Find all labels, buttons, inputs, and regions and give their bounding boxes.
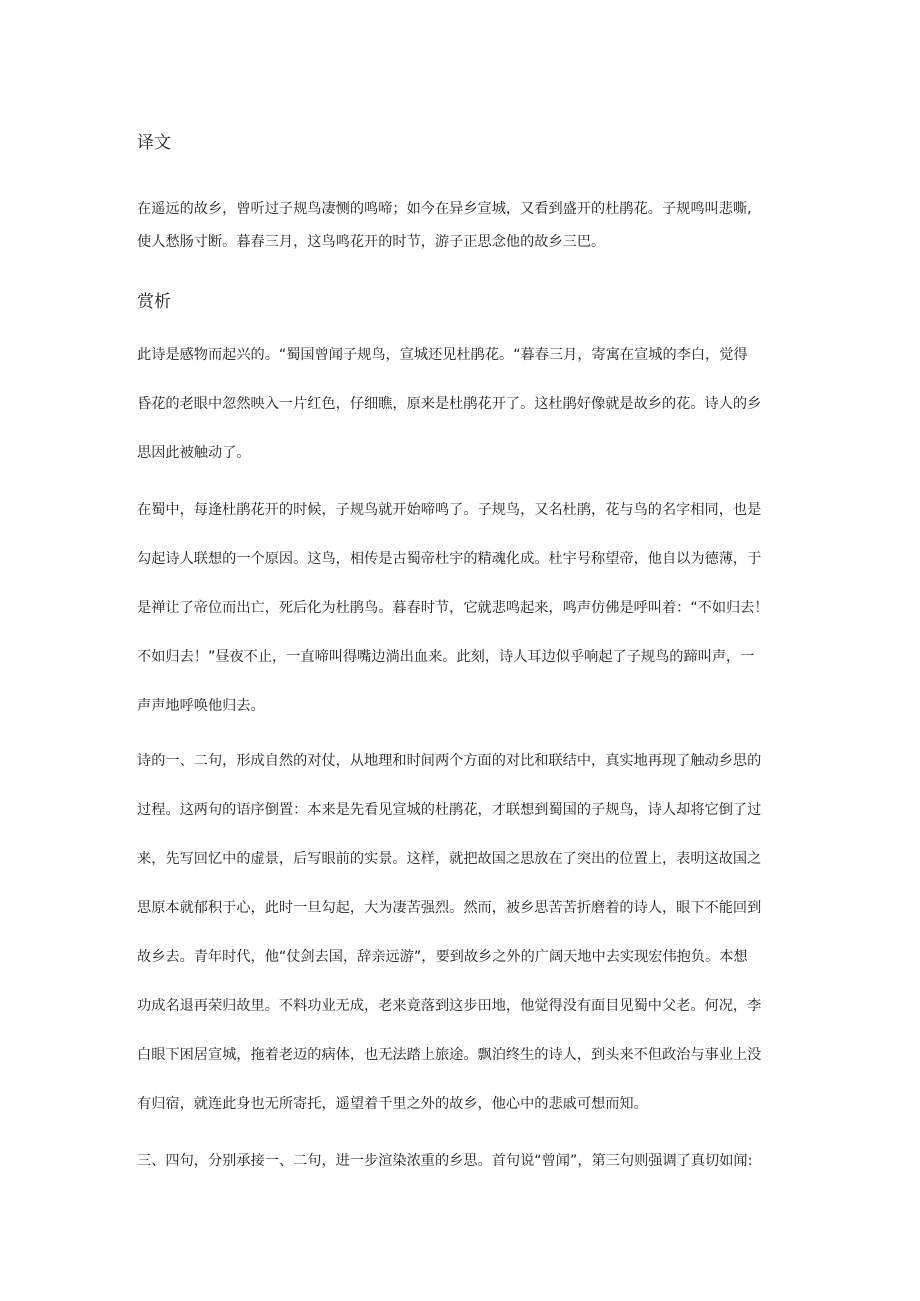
- translation-heading: 译文: [137, 133, 171, 153]
- paragraph-line: 三、四句，分别承接一、二句，进一步渲染浓重的乡思。首句说“曾闻”，第三句则强调了真切如闻:: [137, 1153, 753, 1169]
- appreciation-paragraph-3: [137, 751, 787, 1114]
- appreciation-paragraph-1: [137, 345, 787, 463]
- paragraph-line: 勾起诗人联想的一个原因。这鸟，相传是古蜀帝杜宇的精魂化成。杜宇号称望帝，他自以为德薄，于: [137, 551, 762, 567]
- paragraph-line: 故乡去。青年时代，他“仗剑去国，辞亲远游”，要到故乡之外的广阔天地中去实现宏伟抱负。本想: [137, 949, 748, 965]
- paragraph-line: 使人愁肠寸断。暮春三月，这鸟鸣花开的时节，游子正思念他的故乡三巴。: [137, 234, 606, 250]
- paragraph-line: 白眼下困居宣城，拖着老迈的病体，也无法踏上旅途。飘泊终生的诗人，到头来不但政治与事业上没: [137, 1047, 762, 1063]
- paragraph-line: 有归宿，就连此身也无所寄托，遥望着千里之外的故乡，他心中的悲戚可想而知。: [137, 1096, 648, 1112]
- paragraph-line: 在遥远的故乡，曾听过子规鸟凄恻的鸣啼；如今在异乡宣城，又看到盛开的杜鹃花。子规鸣叫悲嘶,: [137, 201, 752, 217]
- paragraph-line: 思因此被触动了。: [137, 445, 251, 461]
- appreciation-paragraph-2: [137, 500, 787, 716]
- paragraph-line: 是禅让了帝位而出亡，死后化为杜鹃鸟。暮春时节，它就悲鸣起来，鸣声仿佛是呼叫着：“不如归去！: [137, 600, 769, 616]
- paragraph-line: 声声地呼唤他归去。: [137, 698, 265, 714]
- paragraph-line: 功成名退再荣归故里。不料功业无成，老来竟落到这步田地，他觉得没有面目见蜀中父老。何况，李: [137, 998, 762, 1014]
- paragraph-line: 昏花的老眼中忽然映入一片红色，仔细瞧，原来是杜鹃花开了。这杜鹃好像就是故乡的花。诗人的乡: [137, 396, 762, 412]
- paragraph-line: 不如归去！”昼夜不止，一直啼叫得嘴边淌出血来。此刻，诗人耳边似乎响起了子规鸟的蹄叫声，一: [137, 649, 755, 665]
- paragraph-line: 思原本就郁积于心，此时一旦勾起，大为凄苦强烈。然而，被乡思苦苦折磨着的诗人，眼下不能回到: [137, 900, 762, 916]
- translation-paragraph: [137, 199, 787, 252]
- paragraph-line: 在蜀中，每逢杜鹃花开的时候，子规鸟就开始啼鸣了。子规鸟，又名杜鹃，花与鸟的名字相同，也是: [137, 502, 762, 518]
- paragraph-line: 诗的一、二句，形成自然的对仗，从地理和时间两个方面的对比和联结中，真实地再现了触动乡思的: [137, 753, 762, 769]
- appreciation-heading: 赏析: [137, 292, 171, 312]
- paragraph-line: 此诗是感物而起兴的。“蜀国曾闻子规鸟，宣城还见杜鹃花。“暮春三月，寄寓在宣城的李白，觉得: [137, 347, 748, 363]
- paragraph-line: 来，先写回忆中的虚景，后写眼前的实景。这样，就把故国之思放在了突出的位置上，表明这故国之: [137, 851, 762, 867]
- appreciation-paragraph-4: [137, 1151, 787, 1171]
- paragraph-line: 过程。这两句的语序倒置：本来是先看见宣城的杜鹃花，才联想到蜀国的子规鸟，诗人却将它倒了过: [137, 802, 762, 818]
